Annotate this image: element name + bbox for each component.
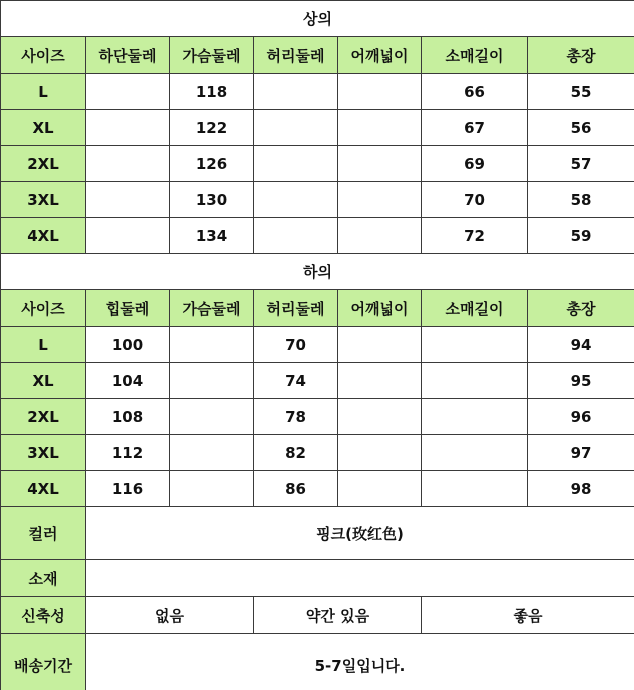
header-cell: 하단둘레	[86, 37, 170, 74]
table-cell	[254, 182, 338, 218]
table-cell	[338, 110, 422, 146]
stretch-row	[1, 597, 634, 634]
header-cell: 총장	[528, 37, 634, 74]
table-cell	[86, 182, 170, 218]
table-cell	[422, 399, 528, 435]
table-row	[1, 327, 634, 363]
stretch-option-good: 좋음	[422, 597, 634, 634]
table-row	[1, 74, 634, 110]
bottom-header-row	[1, 290, 634, 327]
table-cell	[422, 363, 528, 399]
size-label: 4XL	[1, 471, 86, 507]
table-cell	[422, 435, 528, 471]
table-cell: 96	[528, 399, 634, 435]
table-cell	[338, 363, 422, 399]
stretch-option-none: 없음	[86, 597, 254, 634]
table-cell: 108	[86, 399, 170, 435]
table-cell: 82	[254, 435, 338, 471]
header-cell: 힙둘레	[86, 290, 170, 327]
table-cell	[170, 471, 254, 507]
table-cell: 78	[254, 399, 338, 435]
size-label: L	[1, 74, 86, 110]
table-cell: 56	[528, 110, 634, 146]
stretch-option-slight: 약간 있음	[254, 597, 422, 634]
table-cell	[86, 110, 170, 146]
header-cell: 가슴둘레	[170, 37, 254, 74]
table-cell	[254, 146, 338, 182]
table-cell	[338, 435, 422, 471]
table-cell	[254, 218, 338, 254]
table-row	[1, 110, 634, 146]
table-cell	[338, 399, 422, 435]
table-cell: 134	[170, 218, 254, 254]
header-cell: 허리둘레	[254, 37, 338, 74]
table-cell	[170, 327, 254, 363]
top-header-row	[1, 37, 634, 74]
size-label: 4XL	[1, 218, 86, 254]
table-cell: 86	[254, 471, 338, 507]
bottom-section-title: 하의	[1, 254, 634, 290]
header-cell: 사이즈	[1, 37, 86, 74]
table-row	[1, 399, 634, 435]
table-cell: 55	[528, 74, 634, 110]
size-label: 3XL	[1, 182, 86, 218]
size-label: 2XL	[1, 146, 86, 182]
table-cell: 116	[86, 471, 170, 507]
table-cell: 69	[422, 146, 528, 182]
table-row	[1, 146, 634, 182]
table-cell	[254, 74, 338, 110]
table-cell: 95	[528, 363, 634, 399]
table-cell	[422, 471, 528, 507]
table-cell: 74	[254, 363, 338, 399]
table-cell: 130	[170, 182, 254, 218]
table-cell: 57	[528, 146, 634, 182]
table-cell	[170, 399, 254, 435]
size-label: 3XL	[1, 435, 86, 471]
table-cell: 100	[86, 327, 170, 363]
header-cell: 총장	[528, 290, 634, 327]
table-cell: 70	[422, 182, 528, 218]
table-cell: 122	[170, 110, 254, 146]
table-cell	[254, 110, 338, 146]
delivery-label: 배송기간	[1, 634, 86, 690]
color-label: 컬러	[1, 507, 86, 560]
table-cell	[338, 218, 422, 254]
table-cell	[338, 327, 422, 363]
material-value	[86, 560, 634, 597]
size-label: L	[1, 327, 86, 363]
table-row	[1, 363, 634, 399]
table-cell: 72	[422, 218, 528, 254]
table-row	[1, 182, 634, 218]
size-label: XL	[1, 363, 86, 399]
table-cell	[338, 146, 422, 182]
header-cell: 가슴둘레	[170, 290, 254, 327]
table-cell	[338, 182, 422, 218]
table-cell	[86, 146, 170, 182]
material-row	[1, 560, 634, 597]
table-cell	[86, 218, 170, 254]
delivery-row	[1, 634, 634, 690]
table-cell: 70	[254, 327, 338, 363]
table-cell: 97	[528, 435, 634, 471]
stretch-label: 신축성	[1, 597, 86, 634]
top-section-title: 상의	[1, 1, 634, 37]
size-label: 2XL	[1, 399, 86, 435]
table-cell: 66	[422, 74, 528, 110]
color-row	[1, 507, 634, 560]
table-cell	[170, 363, 254, 399]
table-cell: 126	[170, 146, 254, 182]
table-cell: 98	[528, 471, 634, 507]
table-cell: 59	[528, 218, 634, 254]
table-row	[1, 435, 634, 471]
color-value: 핑크(玫红色)	[86, 507, 634, 560]
table-cell: 94	[528, 327, 634, 363]
header-cell: 허리둘레	[254, 290, 338, 327]
header-cell: 사이즈	[1, 290, 86, 327]
header-cell: 소매길이	[422, 290, 528, 327]
table-cell: 67	[422, 110, 528, 146]
table-cell	[86, 74, 170, 110]
table-cell: 118	[170, 74, 254, 110]
table-row	[1, 218, 634, 254]
size-label: XL	[1, 110, 86, 146]
table-row	[1, 471, 634, 507]
header-cell: 어깨넓이	[338, 37, 422, 74]
header-cell: 소매길이	[422, 37, 528, 74]
table-cell: 104	[86, 363, 170, 399]
material-label: 소재	[1, 560, 86, 597]
delivery-value: 5-7일입니다.	[86, 634, 634, 690]
table-cell	[170, 435, 254, 471]
header-cell: 어깨넓이	[338, 290, 422, 327]
table-cell	[338, 74, 422, 110]
table-cell	[422, 327, 528, 363]
table-cell	[338, 471, 422, 507]
table-cell: 58	[528, 182, 634, 218]
table-cell: 112	[86, 435, 170, 471]
